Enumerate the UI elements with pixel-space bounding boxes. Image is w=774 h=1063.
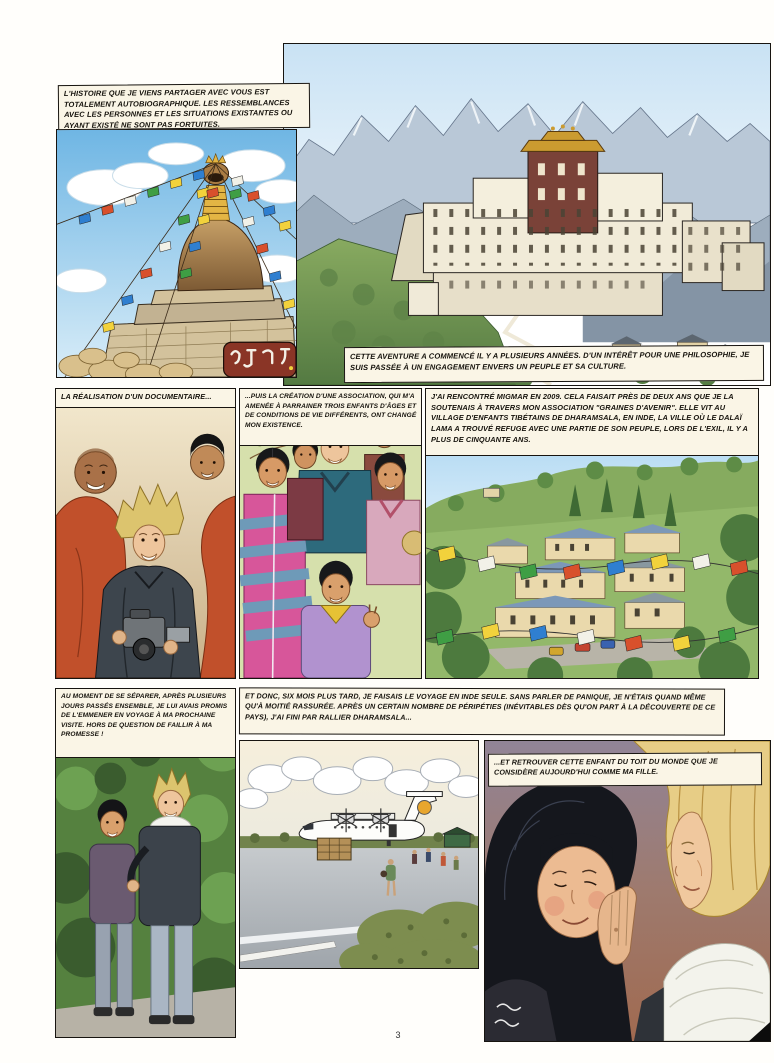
stupa-illustration xyxy=(57,130,296,377)
caption-potala: CETTE AVENTURE A COMMENCÉ IL Y A PLUSIEURS ANNÉES. D'UN INTÉRÊT POUR UNE PHILOSOPHIE, JE SUIS PASSÉE À UN ENGAGEMENT ENVERS UN PEUPLE ET SA CULTURE. xyxy=(344,345,764,383)
airplane-illustration xyxy=(240,741,478,968)
panel-documentaire xyxy=(55,388,236,679)
panel-airport xyxy=(239,740,479,969)
panel-separation xyxy=(55,688,236,1038)
cabin-windows xyxy=(334,826,392,829)
potala-illustration xyxy=(284,44,770,385)
panel-association xyxy=(239,388,422,679)
cargo-crate xyxy=(317,838,351,860)
panel-retrouvailles xyxy=(484,740,771,1042)
caption-documentaire: LA RÉALISATION D'UN DOCUMENTAIRE... xyxy=(55,388,236,408)
caption-voyage: ET DONC, SIX MOIS PLUS TARD, JE FAISAIS LE VOYAGE EN INDE SEULE. SANS PARLER DE PANIQUE, JE N'ÉTAIS QUAND MÊME QU'À MOITIÉ RASSURÉE. APRÈS UN CERTAIN NOMBRE DE PÉRIPÉTIES (INÉVITABLES DÈS QU'ON PART À LA DÉCOUVERTE DE CE PAYS), J'AI FINI PAR RALLIER DHARAMSALA... xyxy=(239,687,725,735)
documentary-illustration xyxy=(56,389,235,678)
caption-intro: L'HISTOIRE QUE JE VIENS PARTAGER AVEC VOUS EST TOTALEMENT AUTOBIOGRAPHIQUE. LES RESSEMBLANCES AVEC LES PERSONNES ET LES SITUATIONS EXISTANTES OU AYANT EXISTÉ NE SONT PAS FORTUITES. xyxy=(58,83,310,130)
girl-behind xyxy=(287,438,323,540)
caption-migmar: J'AI RENCONTRÉ MIGMAR EN 2009. CELA FAISAIT PRÈS DE DEUX ANS QUE JE LA SOUTENAIS À TRAVERS MON ASSOCIATION "GRAINES D'AVENIR". ELLE VIT AU VILLAGE D'ENFANTS TIBÉTAINS DE DHARAMSALA, EN INDE, LA VILLE OÙ LE DALAÏ LAMA A TROUVÉ REFUGE AVEC UNE PARTIE DE SON PEUPLE, LORS DE L'EXIL, IL Y A PLUS DE CINQUANTE ANS. xyxy=(425,388,759,456)
caption-separation: AU MOMENT DE SE SÉPARER, APRÈS PLUSIEURS JOURS PASSÉS ENSEMBLE, JE LUI AVAIS PROMIS DE L'EMMENER EN VOYAGE À MA PROCHAINE VISITE. HORS DE QUESTION DE FAILLIR À MA PROMESSE ! xyxy=(55,688,236,758)
open-door xyxy=(389,824,397,837)
caption-association: ...PUIS LA CRÉATION D'UNE ASSOCIATION, QUI M'A AMENÉE À PARRAINER TROIS ENFANTS D'ÂGES ET DE CONDITIONS DE VIE DIFFÉRENTS, ONT CHANGÉ MON EXISTENCE. xyxy=(239,388,422,446)
mani-stone xyxy=(224,342,296,377)
page-number: 3 xyxy=(395,1030,401,1040)
golden-roof xyxy=(521,140,605,151)
panel-dharamsala xyxy=(425,388,759,679)
panel-potala xyxy=(283,43,771,386)
tail-logo xyxy=(418,800,432,814)
buildings xyxy=(486,524,687,637)
caption-retrouvailles: ...ET RETROUVER CETTE ENFANT DU TOIT DU MONDE QUE JE CONSIDÈRE AUJOURD'HUI COMME MA FILLE. xyxy=(488,752,762,786)
panel-stupa xyxy=(56,129,297,378)
ridge-house xyxy=(484,488,500,497)
